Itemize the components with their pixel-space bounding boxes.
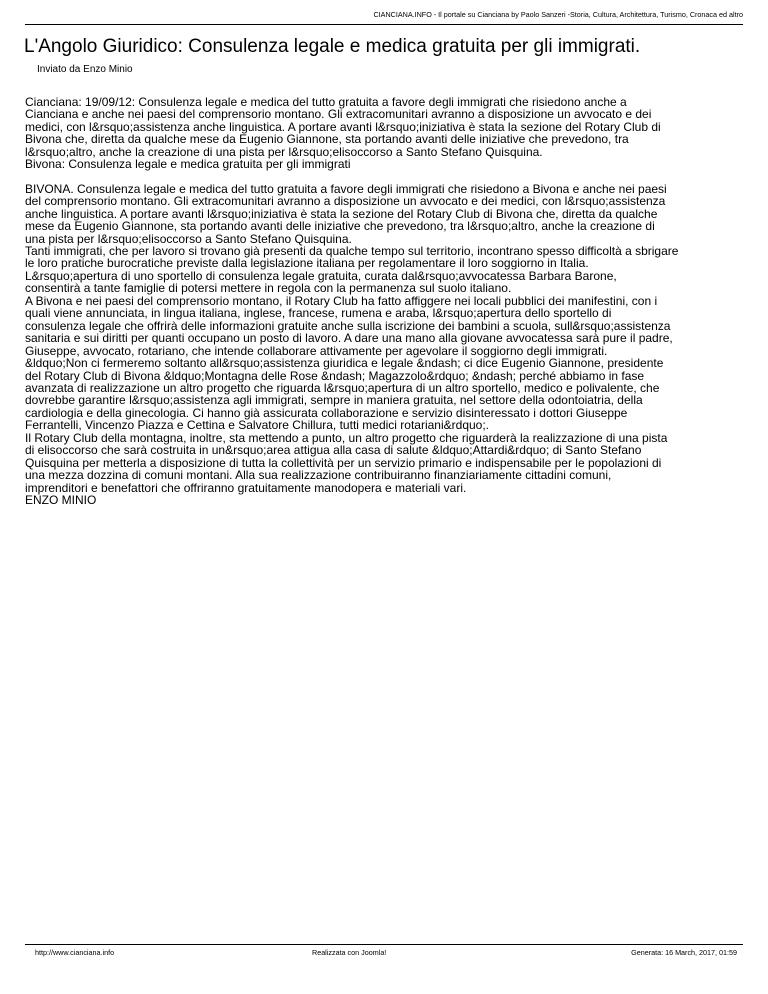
footer-credit: Realizzata con Joomla! — [312, 948, 387, 957]
article-body — [25, 96, 747, 507]
article-title: L'Angolo Giuridico: Consulenza legale e medica gratuita per gli immigrati. — [24, 36, 641, 57]
paragraph-gap — [25, 171, 747, 183]
page-footer — [25, 944, 743, 959]
article-text: BIVONA. Consulenza legale e medica del tutto gratuita a favore degli immigrati che risiedono a Bivona e anche nei paesi del comprensorio montano. Gli extracomunitari avranno a disposizione un avvocato e dei medici, con l&rsquo;assistenza anche linguistica. A portare avanti l&rsquo;iniziativa è stata la sezione del Rotary Club di Bivona che, diretta da qualche mese da Eugenio Giannone, sta portando avanti delle iniziative che prevedono, tra l&rsquo;altro, anche la creazione di una pista per l&rsquo;elisoccorso a Santo Stefano Quisquina. Tanti immigrati, che per lavoro si trovano già presenti da qualche tempo sul territorio, incontrano spesso difficoltà a sbrigare le loro pratiche burocratiche previste dalla legislazione italiana per regolamentare il loro soggiorno in Italia. L&rsquo;apertura di uno sportello di consulenza legale gratuita, curata dal&rsquo;avvocatessa Barbara Barone, consentirà a tante famiglie di potersi mettere in regola con la permanenza sul suolo italiano. A Bivona e nei paesi del comprensorio montano, il Rotary Club ha fatto affiggere nei locali pubblici dei manifestini, con i quali viene annunciata, in lingua italiana, inglese, francese, rumena e araba, l&rsquo;apertura dello sportello di consulenza legale che offrirà delle informazioni gratuite anche sulla iscrizione dei bambini a scuola, sull&rsquo;assistenza sanitaria e sui diritti per quanti occupano un posto di lavoro. A dare una mano alla giovane avvocatessa sarà pure il padre, Giuseppe, avvocato, rotariano, che intende collaborare attivamente per agevolare il soggiorno degli immigrati. &ldquo;Non ci fermeremo soltanto all&rsquo;assistenza giuridica e legale &ndash; ci dice Eugenio Giannone, presidente del Rotary Club di Bivona &ldquo;Montagna delle Rose &ndash; Magazzolo&rdquo; &ndash; perché abbiamo in fase avanzata di realizzazione un altro progetto che riguarda l&rsquo;apertura di un altro sportello, medico e polivalente, che dovrebbe garantire l&rsquo;assistenza agli immigrati, sempre in maniera gratuita, nel settore della odontoiatria, della cardiologia e della ginecologia. Ci hanno già assicurata collaborazione e servizio disinteressato i dottori Giuseppe Ferrantelli, Vincenzo Piazza e Cettina e Salvatore Chillura, tutti medici rotariani&rdquo;. Il Rotary Club della montagna, inoltre, sta mettendo a punto, un altro progetto che riguarderà la realizzazione di una pista di elisoccorso che sarà costruita in un&rsquo;area attigua alla casa di salute &ldquo;Attardi&rdquo; di Santo Stefano Quisquina per metterla a disposizione di tutta la collettività per un servizio primario e indispensabile per le popolazioni di una mezza dozzina di comuni montani. Alla sua realizzazione contribuiranno finanziariamente cittadini comuni, imprenditori e benefattori che offriranno gratuitamente manodopera e materiali vari. — [25, 181, 679, 495]
article-author: Inviato da Enzo Minio — [37, 64, 133, 75]
page-header — [25, 10, 743, 25]
footer-url: http://www.cianciana.info — [35, 948, 115, 957]
article-intro: Cianciana: 19/09/12: Consulenza legale e medica del tutto gratuita a favore degli immigrati che risiedono anche a Cianciana e anche nei paesi del comprensorio montano. Gli extracomunitari avranno a disposizione un avvocato e dei medici, con l&rsquo;assistenza anche linguistica. A portare avanti l&rsquo;iniziativa è stata la sezione del Rotary Club di Bivona che, diretta da qualche mese da Eugenio Giannone, sta portando avanti delle iniziative che prevedono, tra l&rsquo;altro, anche la creazione di una pista per l&rsquo;elisoccorso a Santo Stefano Quisquina. Bivona: Consulenza legale e medica gratuita per gli immigrati — [25, 95, 661, 172]
footer-generated: Generata: 16 March, 2017, 01:59 — [631, 948, 737, 957]
article-signature: ENZO MINIO — [25, 493, 97, 508]
site-line: CIANCIANA.INFO - Il portale su Cianciana by Paolo Sanzeri -Storia, Cultura, Architettura, Turismo, Cronaca ed altro — [373, 10, 743, 19]
